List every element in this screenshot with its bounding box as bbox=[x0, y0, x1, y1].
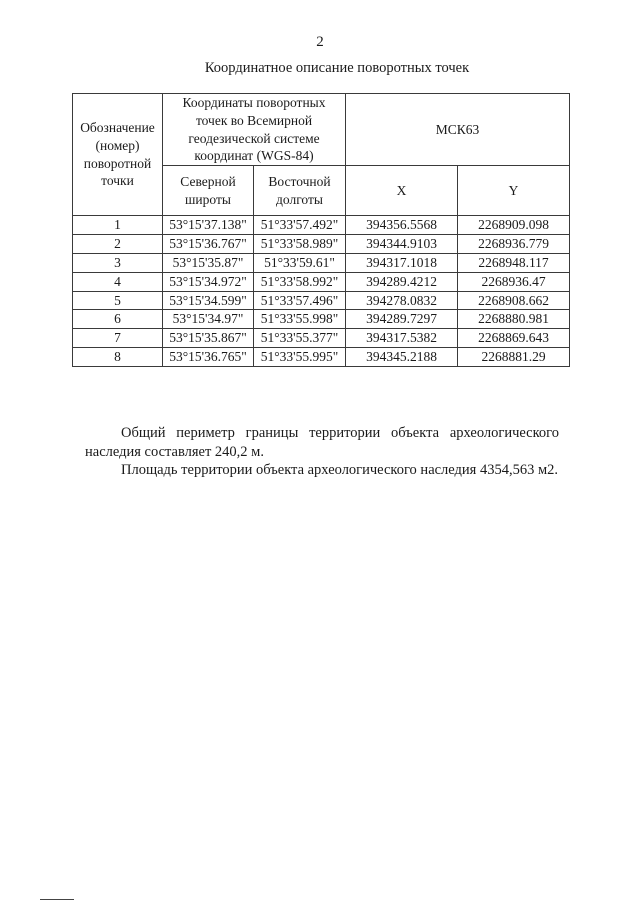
x-cell: 394317.1018 bbox=[346, 253, 458, 272]
x-cell: 394345.2188 bbox=[346, 347, 458, 366]
latitude-cell: 53°15'37.138" bbox=[163, 216, 254, 235]
y-cell: 2268936.779 bbox=[458, 235, 570, 254]
table-row bbox=[73, 329, 570, 348]
point-number: 4 bbox=[73, 272, 163, 291]
table-row bbox=[73, 347, 570, 366]
coordinates-table bbox=[72, 93, 570, 367]
longitude-cell: 51°33'58.992" bbox=[254, 272, 346, 291]
header-north-latitude: Северной широты bbox=[163, 166, 254, 216]
longitude-cell: 51°33'59.61" bbox=[254, 253, 346, 272]
area-paragraph: Площадь территории объекта археологического наследия 4354,563 м2. bbox=[121, 462, 559, 478]
latitude-cell: 53°15'34.599" bbox=[163, 291, 254, 310]
footer-rule bbox=[40, 899, 74, 900]
y-cell: 2268909.098 bbox=[458, 216, 570, 235]
latitude-cell: 53°15'34.972" bbox=[163, 272, 254, 291]
y-cell: 2268948.117 bbox=[458, 253, 570, 272]
header-point-designation: Обозначение (номер) поворотной точки bbox=[73, 94, 163, 216]
header-y: Y bbox=[458, 166, 570, 216]
header-east-longitude: Восточной долготы bbox=[254, 166, 346, 216]
point-number: 5 bbox=[73, 291, 163, 310]
point-number: 8 bbox=[73, 347, 163, 366]
latitude-cell: 53°15'35.87" bbox=[163, 253, 254, 272]
y-cell: 2268869.643 bbox=[458, 329, 570, 348]
x-cell: 394317.5382 bbox=[346, 329, 458, 348]
point-number: 6 bbox=[73, 310, 163, 329]
point-number: 7 bbox=[73, 329, 163, 348]
point-number: 1 bbox=[73, 216, 163, 235]
x-cell: 394289.7297 bbox=[346, 310, 458, 329]
table-row bbox=[73, 291, 570, 310]
longitude-cell: 51°33'55.995" bbox=[254, 347, 346, 366]
longitude-cell: 51°33'57.492" bbox=[254, 216, 346, 235]
header-msk63-group: МСК63 bbox=[346, 94, 570, 166]
longitude-cell: 51°33'55.998" bbox=[254, 310, 346, 329]
y-cell: 2268881.29 bbox=[458, 347, 570, 366]
x-cell: 394278.0832 bbox=[346, 291, 458, 310]
table-row bbox=[73, 310, 570, 329]
y-cell: 2268936.47 bbox=[458, 272, 570, 291]
latitude-cell: 53°15'35.867" bbox=[163, 329, 254, 348]
x-cell: 394289.4212 bbox=[346, 272, 458, 291]
header-wgs84-group: Координаты поворотных точек во Всемирной геодезической системе координат (WGS-84) bbox=[163, 94, 346, 166]
header-x: X bbox=[346, 166, 458, 216]
page-number: 2 bbox=[316, 34, 324, 50]
point-number: 3 bbox=[73, 253, 163, 272]
y-cell: 2268880.981 bbox=[458, 310, 570, 329]
table-row bbox=[73, 235, 570, 254]
perimeter-paragraph: Общий периметр границы территории объекта археологического наследия составляет 240,2 м. bbox=[85, 425, 559, 460]
document-title: Координатное описание поворотных точек bbox=[204, 60, 470, 76]
latitude-cell: 53°15'36.767" bbox=[163, 235, 254, 254]
table-row bbox=[73, 253, 570, 272]
longitude-cell: 51°33'55.377" bbox=[254, 329, 346, 348]
longitude-cell: 51°33'58.989" bbox=[254, 235, 346, 254]
x-cell: 394344.9103 bbox=[346, 235, 458, 254]
x-cell: 394356.5568 bbox=[346, 216, 458, 235]
y-cell: 2268908.662 bbox=[458, 291, 570, 310]
latitude-cell: 53°15'36.765" bbox=[163, 347, 254, 366]
longitude-cell: 51°33'57.496" bbox=[254, 291, 346, 310]
table-row bbox=[73, 216, 570, 235]
point-number: 2 bbox=[73, 235, 163, 254]
table-row bbox=[73, 272, 570, 291]
latitude-cell: 53°15'34.97" bbox=[163, 310, 254, 329]
